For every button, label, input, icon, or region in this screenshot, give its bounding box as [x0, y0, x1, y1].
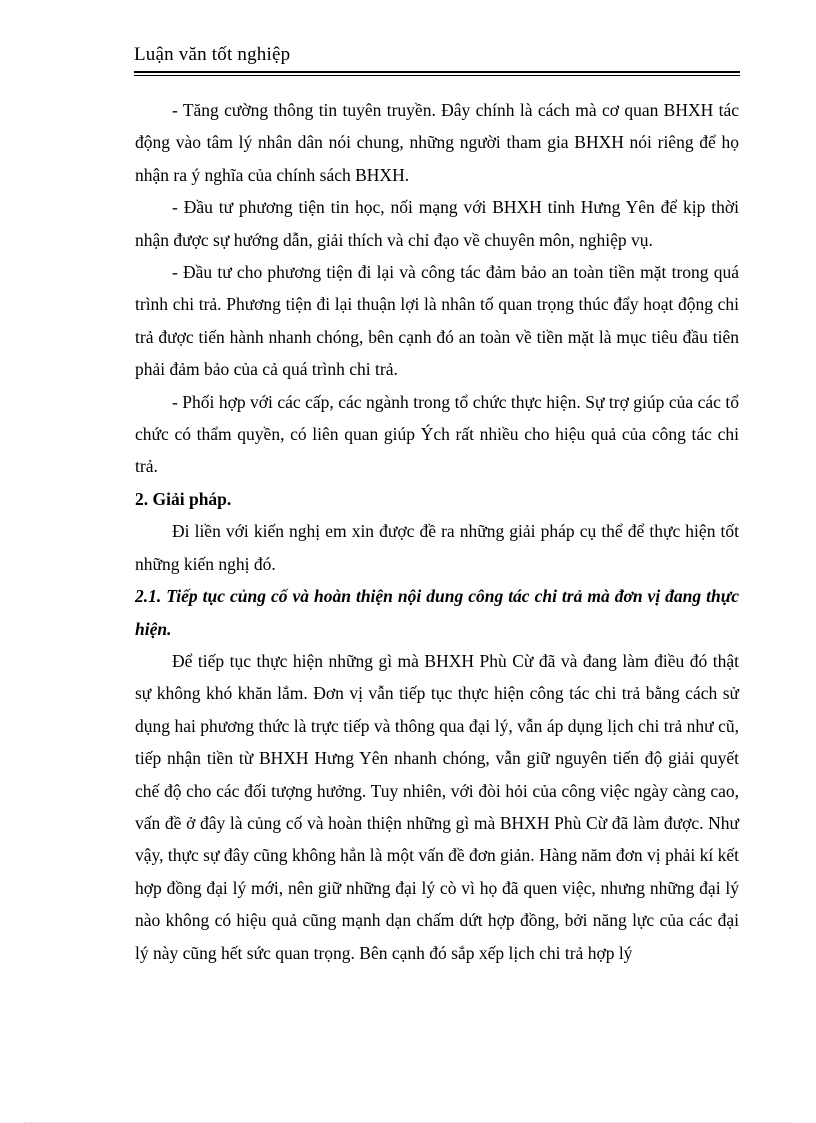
paragraph-transport-safety: - Đầu tư cho phương tiện đi lại và công tác đảm bảo an toàn tiền mặt trong quá trình chi trả. Phương tiện đi lại thuận lợi là nhân tố quan trọng thúc đẩy hoạt động chi trả được tiến hành nhanh chóng, bên cạnh đó an toàn về tiền mặt là mục tiêu đầu tiên phải đảm bảo của cả quá trình chi trả. [135, 262, 739, 380]
paragraph-propaganda: - Tăng cường thông tin tuyên truyền. Đây chính là cách mà cơ quan BHXH tác động vào tâm lý nhân dân nói chung, những người tham gia BHXH nói riêng để họ nhận ra ý nghĩa của chính sách BHXH. [135, 100, 739, 185]
subsection-heading-2-1: 2.1. Tiếp tục củng cố và hoàn thiện nội dung công tác chi trả mà đơn vị đang thực hiện. [135, 586, 739, 639]
document-body [135, 94, 739, 969]
paragraph-consolidation: Để tiếp tục thực hiện những gì mà BHXH Phù Cừ đã và đang làm điều đó thật sự không khó khăn lắm. Đơn vị vẫn tiếp tục thực hiện công tác chi trả bằng cách sử dụng hai phương thức là trực tiếp và thông qua đại lý, vẫn áp dụng lịch chi trả như cũ, tiếp nhận tiền từ BHXH Hưng Yên nhanh chóng, vẫn giữ nguyên tiến độ giải quyết chế độ cho các đối tượng hưởng. Tuy nhiên, với đòi hỏi của công việc ngày càng cao, vấn đề ở đây là củng cố và hoàn thiện những gì mà BHXH Phù Cừ đã làm được. Như vậy, thực sự đây cũng không hẳn là một vấn đề đơn giản. Hàng năm đơn vị phải kí kết hợp đồng đại lý mới, nên giữ những đại lý cò vì họ đã quen việc, nhưng những đại lý nào không có hiệu quả cũng mạnh dạn chấm dứt hợp đồng, bởi năng lực của các đại lý này cũng hết sức quan trọng. Bên cạnh đó sắp xếp lịch chi trả hợp lý [135, 650, 739, 963]
header-rule-thin [134, 75, 740, 76]
header-rule-thick [134, 71, 740, 73]
paragraph-coordination: - Phối hợp với các cấp, các ngành trong tổ chức thực hiện. Sự trợ giúp của các tổ chức có thẩm quyền, có liên quan giúp Ých rất nhiều cho hiệu quả của công tác chi trả. [135, 391, 739, 477]
paragraph-it-investment: - Đầu tư phương tiện tin học, nối mạng với BHXH tỉnh Hưng Yên để kịp thời nhận được sự hướng dẫn, giải thích và chỉ đạo về chuyên môn, nghiệp vụ. [135, 197, 739, 250]
page-header-title: Luận văn tốt nghiệp [134, 44, 291, 65]
paragraph-solutions-intro: Đi liền với kiến nghị em xin được đề ra những giải pháp cụ thể để thực hiện tốt những kiến nghị đó. [135, 521, 739, 574]
section-heading-solutions: 2. Giải pháp. [135, 488, 232, 509]
